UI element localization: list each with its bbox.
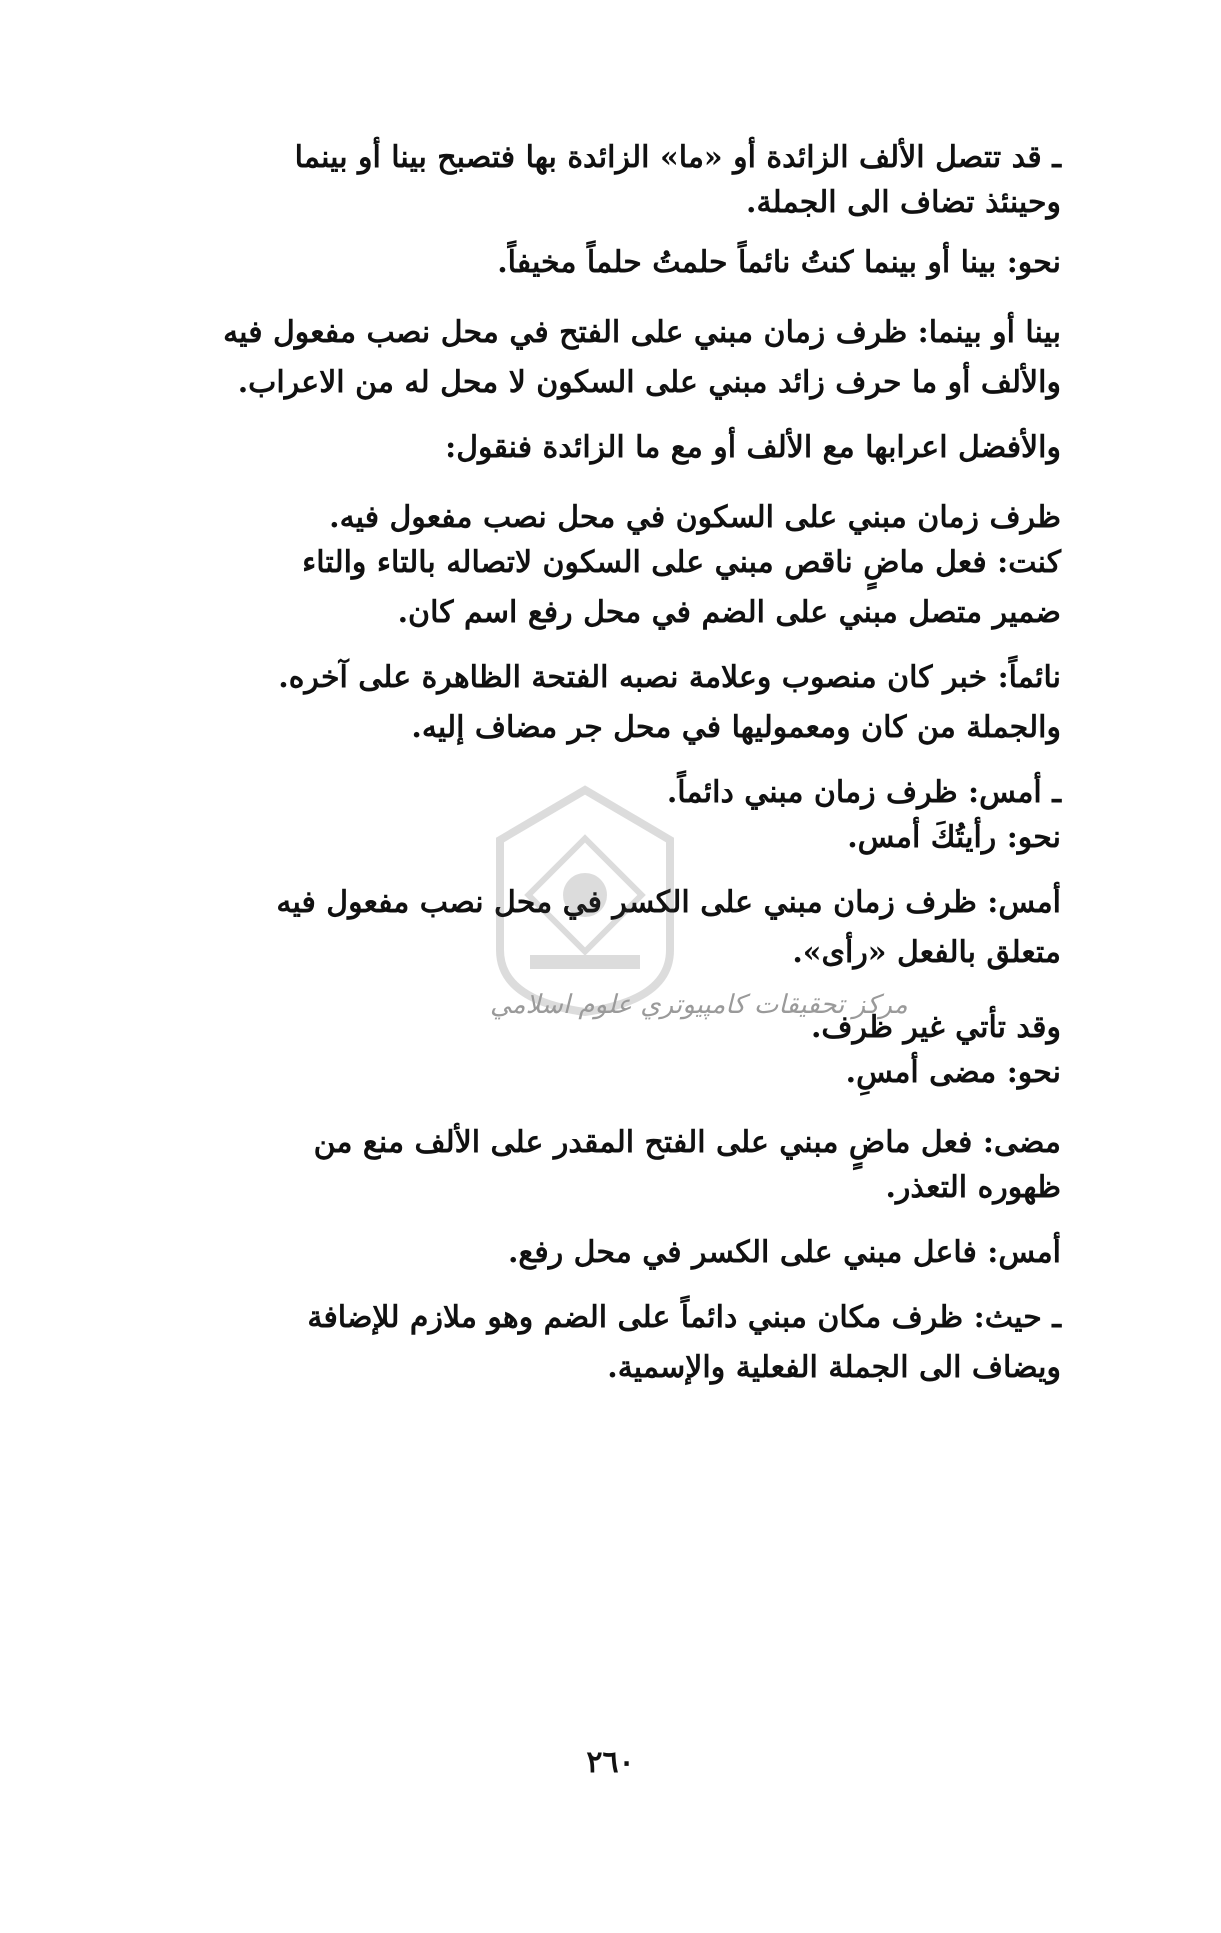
seal-icon: [470, 780, 700, 1020]
text-line: بينا أو بينما: ظرف زمان مبني على الفتح في محل نصب مفعول فيه: [223, 315, 1061, 350]
text-line: والأفضل اعرابها مع الألف أو مع ما الزائدة فنقول:: [445, 430, 1061, 465]
text-line: ضمير متصل مبني على الضم في محل رفع اسم كان.: [397, 595, 1061, 630]
text-line: أمس: فاعل مبني على الكسر في محل رفع.: [507, 1235, 1061, 1270]
text-line: ظرف زمان مبني على السكون في محل نصب مفعول فيه.: [329, 500, 1061, 535]
text-line: كنت: فعل ماضٍ ناقص مبني على السكون لاتصاله بالتاء والتاء: [302, 545, 1061, 580]
text-line: ويضاف الى الجملة الفعلية والإسمية.: [607, 1350, 1061, 1385]
text-line: مضى: فعل ماضٍ مبني على الفتح المقدر على الألف منع من: [313, 1125, 1061, 1160]
text-line: ظهوره التعذر.: [885, 1170, 1061, 1205]
text-line: متعلق بالفعل «رأى».: [792, 935, 1061, 970]
text-line: ـ أمس: ظرف زمان مبني دائماً.: [666, 775, 1061, 810]
text-line: نحو: مضى أمسِ.: [845, 1055, 1061, 1090]
text-line: ـ قد تتصل الألف الزائدة أو «ما» الزائدة بها فتصبح بينا أو بينما: [294, 140, 1061, 175]
page-number: ٢٦٠: [586, 1745, 635, 1780]
text-line: والألف أو ما حرف زائد مبني على السكون لا محل له من الاعراب.: [237, 365, 1061, 400]
text-line: نائماً: خبر كان منصوب وعلامة نصبه الفتحة الظاهرة على آخره.: [278, 660, 1061, 695]
text-line: أمس: ظرف زمان مبني على الكسر في محل نصب مفعول فيه: [276, 885, 1061, 920]
text-line: وقد تأتي غير ظرف.: [810, 1010, 1061, 1045]
text-line: نحو: بينا أو بينما كنتُ نائماً حلمتُ حلماً مخيفاً.: [497, 245, 1061, 280]
text-line: والجملة من كان ومعموليها في محل جر مضاف إليه.: [411, 710, 1061, 745]
text-line: نحو: رأيتُكَ أمس.: [847, 820, 1061, 855]
text-line: وحينئذ تضاف الى الجملة.: [746, 185, 1061, 220]
watermark-text: مركز تحقيقات كامپيوتري علوم اسلامي: [490, 990, 908, 1020]
text-line: ـ حيث: ظرف مكان مبني دائماً على الضم وهو ملازم للإضافة: [307, 1300, 1061, 1335]
